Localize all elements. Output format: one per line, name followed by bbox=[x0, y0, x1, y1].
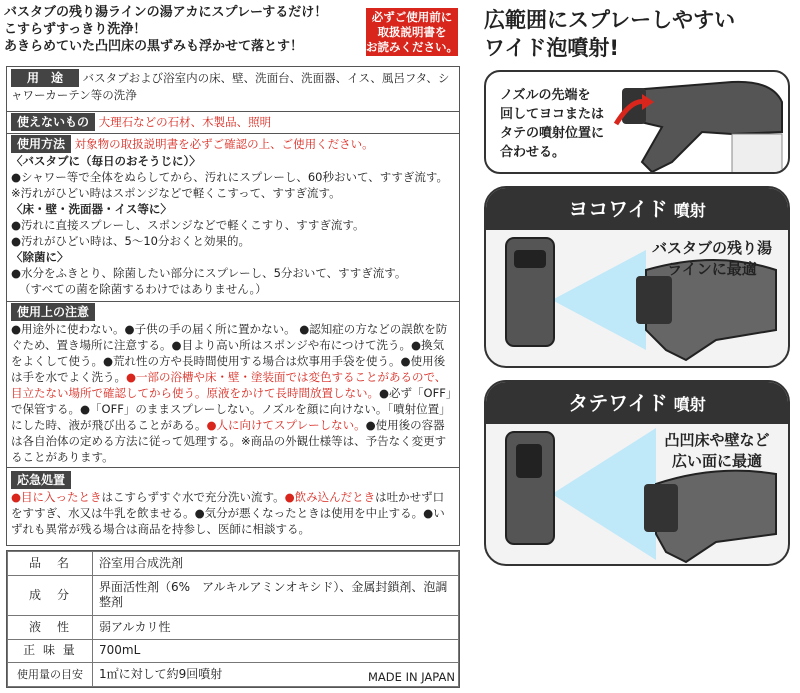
sterilize-step: ●水分をふきとり、除菌したい部分にスプレーし、5分おいて、すすぎ流す。 bbox=[11, 266, 407, 280]
header-line: あきらめていた凸凹床の黒ずみも浮かせて落とす！ bbox=[4, 39, 304, 54]
nozzle-rotate-illustration bbox=[612, 72, 788, 172]
tate-subtitle: 噴射 bbox=[673, 395, 706, 414]
not-usable-section bbox=[7, 111, 459, 134]
spec-key: 液 性 bbox=[8, 615, 93, 639]
sterilize-note: （すべての菌を除菌するわけではありません。） bbox=[19, 282, 267, 296]
warning-line: 必ずご使用前に bbox=[371, 10, 453, 24]
spec-value: 700mL bbox=[93, 639, 459, 663]
made-in-label: MADE IN JAPAN bbox=[368, 670, 455, 684]
method-label: 使用方法 bbox=[11, 135, 71, 153]
spec-value: 浴室用合成洗剤 bbox=[93, 552, 459, 576]
spec-row bbox=[8, 552, 459, 576]
tate-description bbox=[646, 430, 788, 472]
yoko-line: ラインに最適 bbox=[667, 260, 757, 278]
yoko-line: バスタブの残り湯 bbox=[651, 239, 772, 257]
spec-value: 界面活性剤（6% アルキルアミンオキシド）、金属封鎖剤、泡調整剤 bbox=[93, 575, 459, 615]
tate-line: 広い面に最適 bbox=[671, 452, 762, 470]
instructions-box bbox=[6, 66, 460, 546]
floor-heading: 〈床・壁・洗面器・イス等に〉 bbox=[11, 202, 172, 216]
read-manual-box bbox=[366, 8, 458, 56]
warning-line: お読みください。 bbox=[366, 40, 458, 54]
bath-step: ●シャワー等で全体をぬらしてから、汚れにスプレーし、60秒おいて、すすぎ流す。 bbox=[11, 170, 448, 184]
nozzle-line: 回してヨコまたは bbox=[500, 107, 605, 122]
emergency-text: は吐かせず口をすすぎ、水又は牛乳を飲ませる。●気分が悪くなったときは使用を中止する。●いずれも異常が残る場合は商品を持参し、医師に相談する。 bbox=[11, 490, 445, 536]
nozzle-line: ノズルの先端を bbox=[500, 88, 591, 103]
warning-line: 取扱説明書を bbox=[377, 25, 447, 39]
usage-text: バスタブおよび浴室内の床、壁、洗面台、洗面器、イス、風呂フタ、シャワーカーテン等の洗浄 bbox=[11, 71, 450, 102]
usage-label: 用 途 bbox=[11, 69, 79, 87]
spec-row bbox=[8, 615, 459, 639]
method-intro: 対象物の取扱説明書を必ずご確認の上、ご使用ください。 bbox=[74, 137, 374, 151]
caution-text: ●用途外に使わない。●子供の手の届く所に置かない。 bbox=[11, 322, 296, 336]
header-line: バスタブの残り湯ラインの湯アカにスプレーするだけ！ bbox=[4, 5, 328, 20]
caution-text: ●認知症の方などの誤飲を防ぐため、置き場所に注意する。●目より高い所はスポンジや布につけて洗う。●換気をよくして使う。●荒れ性の方や長時間使用する場合は炊事用手袋を使う。●使用後は手を水でよく洗う。 bbox=[11, 322, 448, 384]
spec-value: 弱アルカリ性 bbox=[93, 615, 459, 639]
emergency-section bbox=[7, 467, 459, 545]
nozzle-line: 合わせる。 bbox=[500, 145, 566, 160]
bath-note: ※汚れがひどい時はスポンジなどで軽くこすって、すすぎ流す。 bbox=[11, 186, 341, 200]
spec-table bbox=[6, 550, 460, 688]
caution-text: ●使用後の容器は各自治体の定める方法に従って処理する。※商品の外観仕様等は、予告なく変更することがあります。 bbox=[11, 418, 447, 464]
tate-line: 凸凹床や壁など bbox=[664, 431, 770, 449]
spec-value: 1㎡に対して約9回噴射 bbox=[93, 663, 459, 687]
bath-heading: 〈バスタブに（毎日のおそうじに）〉 bbox=[11, 154, 201, 168]
yoko-description bbox=[636, 238, 788, 280]
spec-key: 使用量の目安 bbox=[8, 663, 93, 687]
floor-note: ●汚れがひどい時は、5〜10分おくと効果的。 bbox=[11, 234, 250, 248]
emergency-red-text: ●飲み込んだとき bbox=[284, 490, 376, 504]
yoko-subtitle: 噴射 bbox=[673, 201, 706, 220]
caution-section bbox=[7, 301, 459, 468]
header-line: こすらずすっきり洗浄！ bbox=[4, 22, 147, 37]
caution-label: 使用上の注意 bbox=[11, 303, 95, 321]
sterilize-heading: 〈除菌に〉 bbox=[11, 250, 69, 264]
nozzle-instruction-text bbox=[500, 86, 604, 162]
feature-title bbox=[484, 6, 735, 62]
spec-row bbox=[8, 575, 459, 615]
nozzle-instruction-box bbox=[484, 70, 790, 174]
emergency-label: 応急処置 bbox=[11, 471, 71, 489]
spec-key: 成 分 bbox=[8, 575, 93, 615]
floor-step: ●汚れに直接スプレーし、スポンジなどで軽くこすり、すすぎ流す。 bbox=[11, 218, 365, 232]
spec-key: 正 味 量 bbox=[8, 639, 93, 663]
spec-key: 品 名 bbox=[8, 552, 93, 576]
header-copy bbox=[4, 4, 364, 55]
not-usable-label: 使えないもの bbox=[11, 113, 95, 131]
usage-section bbox=[7, 67, 459, 112]
nozzle-line: タテの噴射位置に bbox=[500, 126, 605, 141]
feature-title-line: ワイド泡噴射! bbox=[484, 36, 619, 60]
caution-red-text: ●人に向けてスプレーしない。 bbox=[206, 418, 366, 432]
not-usable-text: 大理石などの石材、木製品、照明 bbox=[98, 115, 272, 129]
yoko-title: ヨコワイド bbox=[568, 197, 668, 221]
method-section bbox=[7, 133, 459, 302]
feature-title-line: 広範囲にスプレーしやすい bbox=[484, 8, 736, 32]
tate-title: タテワイド bbox=[568, 391, 668, 415]
emergency-red-text: ●目に入ったとき bbox=[11, 490, 102, 504]
caution-red-text: ●一部の浴槽や床・壁・塗装面では変色することがあるので、目立たない場所で確認してから使う。原液をかけて長時間放置しない。 bbox=[11, 370, 447, 400]
caution-text: ●必ず「OFF」で保管する。●「OFF」のままスプレーしない。ノズルを顔に向けない。「噴射位置」にした時、液が飛び出ることがある。 bbox=[11, 386, 452, 432]
tate-wide-panel bbox=[484, 380, 790, 566]
yoko-wide-panel bbox=[484, 186, 790, 368]
emergency-text: はこすらずすぐ水で充分洗い流す。 bbox=[101, 490, 285, 504]
spec-row bbox=[8, 639, 459, 663]
